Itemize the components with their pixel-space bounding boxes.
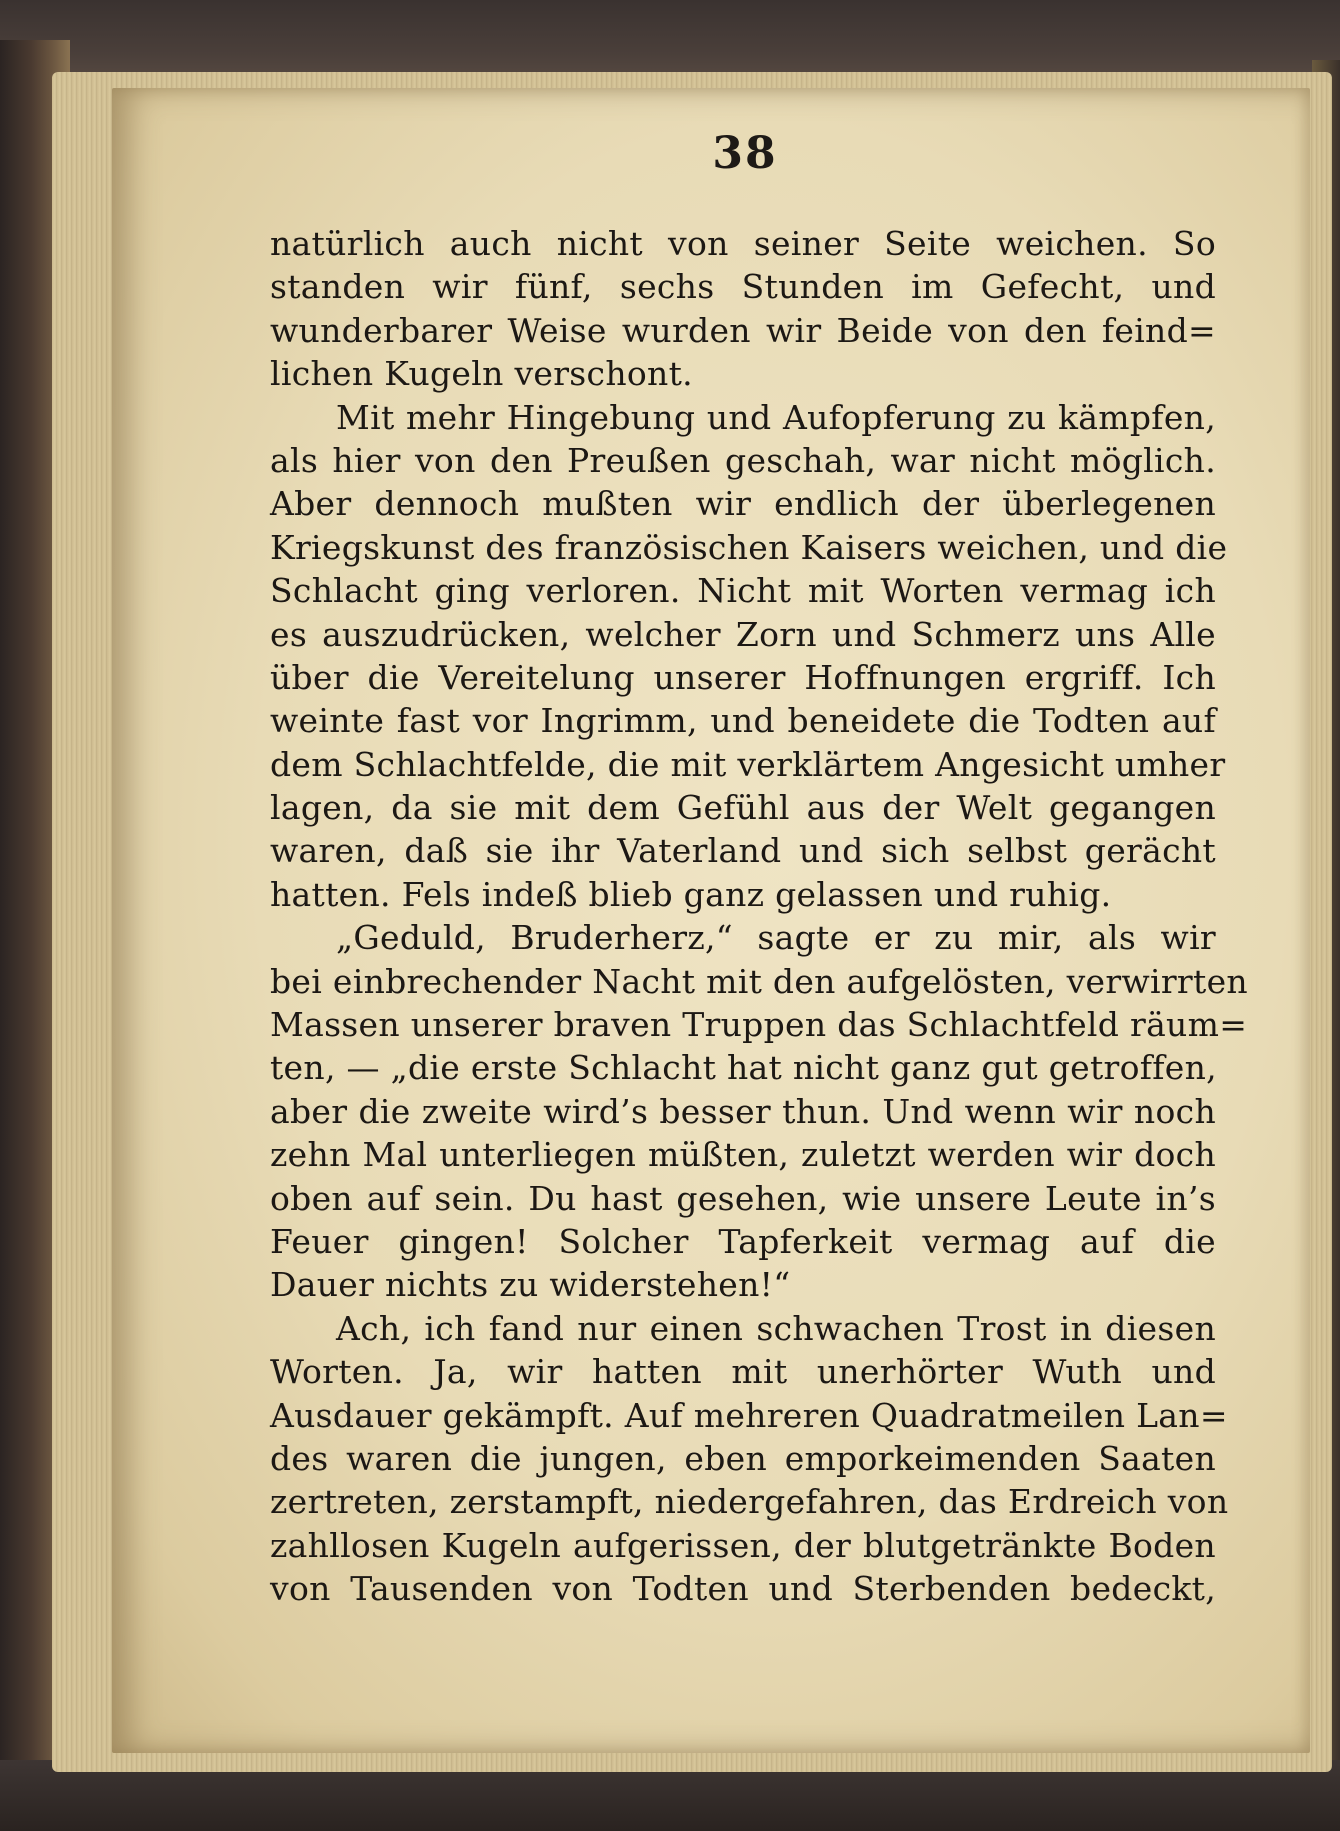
text-line: Ach, ich fand nur einen schwachen Trost in diesen xyxy=(336,1308,1216,1348)
text-line: Feuer gingen! Solcher Tapferkeit vermag auf die xyxy=(270,1221,1216,1261)
text-line: zehn Mal unterliegen müßten, zuletzt werden wir doch xyxy=(270,1135,1216,1175)
text-line: zahllosen Kugeln aufgerissen, der blutgetränkte Boden xyxy=(270,1525,1216,1565)
text-line: als hier von den Preußen geschah, war nicht möglich. xyxy=(270,440,1216,480)
text-line: lagen, da sie mit dem Gefühl aus der Welt gegangen xyxy=(270,788,1216,828)
text-line: Kriegskunst des französischen Kaisers weichen, und die xyxy=(270,527,1228,567)
text-line: Worten. Ja, wir hatten mit unerhörter Wuth und xyxy=(270,1352,1216,1392)
text-line: wunderbarer Weise wurden wir Beide von den feind= xyxy=(270,310,1216,350)
text-line: über die Vereitelung unserer Hoffnungen ergriff. Ich xyxy=(270,657,1216,697)
text-line: lichen Kugeln verschont. xyxy=(270,354,693,394)
text-line: Massen unserer braven Truppen das Schlachtfeld räum= xyxy=(270,1005,1248,1045)
text-line: oben auf sein. Du hast gesehen, wie unsere Leute in’s xyxy=(270,1178,1216,1218)
text-line: Schlacht ging verloren. Nicht mit Worten vermag ich xyxy=(270,571,1216,611)
text-line: Aber dennoch mußten wir endlich der überlegenen xyxy=(270,484,1216,524)
text-line: waren, daß sie ihr Vaterland und sich selbst gerächt xyxy=(270,831,1216,871)
text-line: natürlich auch nicht von seiner Seite weichen. So xyxy=(270,224,1216,263)
text-line: zertreten, zerstampft, niedergefahren, das Erdreich von xyxy=(270,1482,1229,1522)
text-line: „Geduld, Bruderherz,“ sagte er zu mir, als wir xyxy=(336,918,1216,958)
text-line: Mit mehr Hingebung und Aufopferung zu kämpfen, xyxy=(336,397,1216,437)
text-line: hatten. Fels indeß blieb ganz gelassen und ruhig. xyxy=(270,874,1112,914)
text-line: es auszudrücken, welcher Zorn und Schmerz uns Alle xyxy=(270,614,1216,654)
text-line: ten, — „die erste Schlacht hat nicht ganz gut getroffen, xyxy=(270,1048,1217,1088)
text-line: standen wir fünf, sechs Stunden im Gefecht, und xyxy=(270,267,1216,307)
text-line: bei einbrechender Nacht mit den aufgelösten, verwirrten xyxy=(270,961,1248,1001)
text-line: von Tausenden von Todten und Sterbenden bedeckt, xyxy=(270,1569,1216,1609)
text-line: Ausdauer gekämpft. Auf mehreren Quadratmeilen Lan= xyxy=(270,1395,1228,1435)
text-line: weinte fast vor Ingrimm, und beneidete die Todten auf xyxy=(270,701,1216,741)
text-line: dem Schlachtfelde, die mit verklärtem Angesicht umher xyxy=(270,744,1226,784)
page-number: 38 xyxy=(712,128,778,179)
text-line: Dauer nichts zu widerstehen!“ xyxy=(270,1265,791,1305)
body-text xyxy=(270,222,1248,1611)
text-line: des waren die jungen, eben emporkeimenden Saaten xyxy=(270,1438,1216,1478)
text-line: aber die zweite wird’s besser thun. Und wenn wir noch xyxy=(270,1091,1216,1131)
